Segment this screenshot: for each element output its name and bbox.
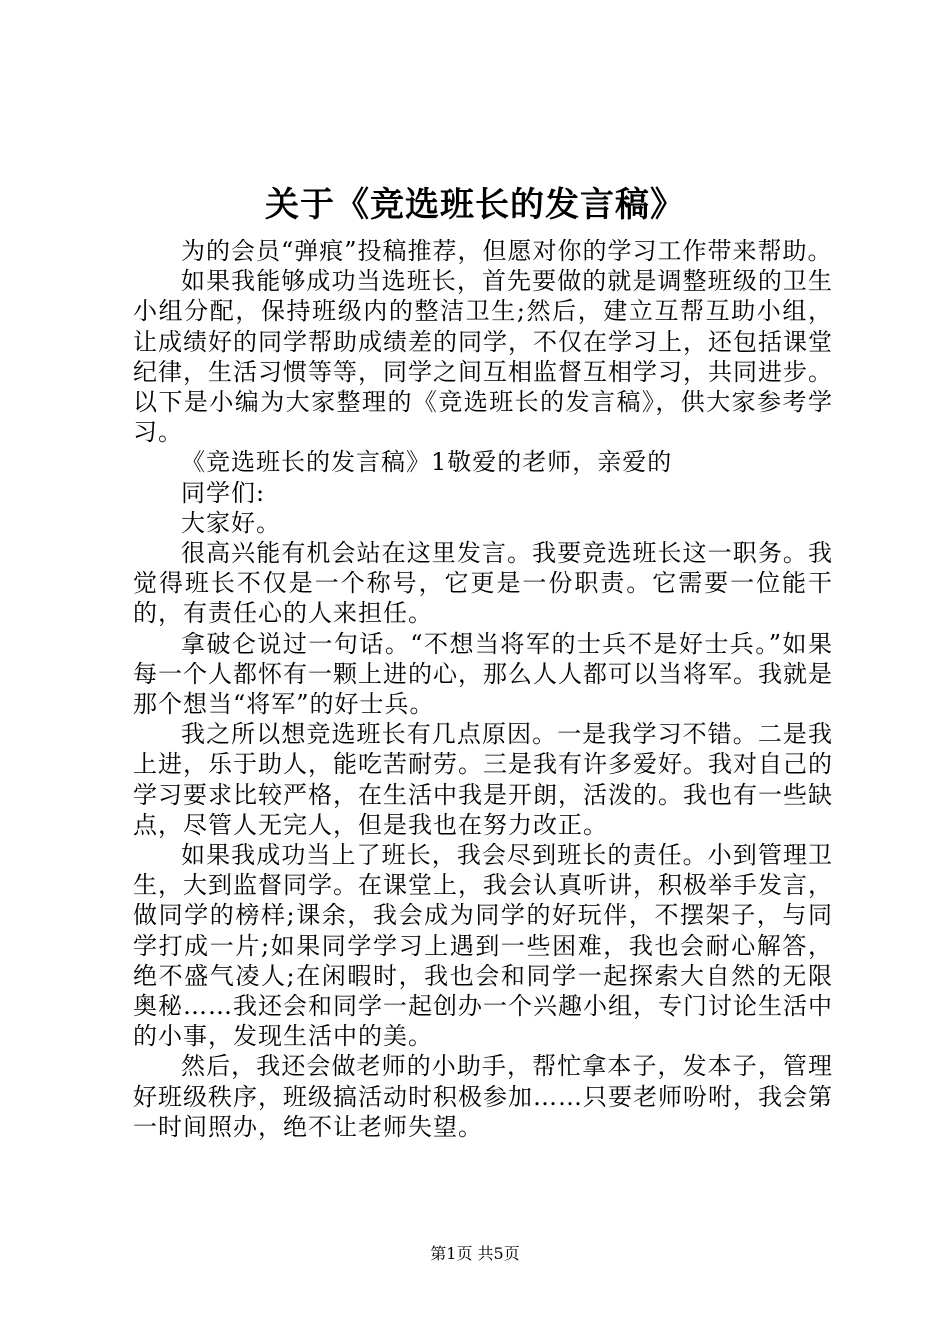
document-title: 关于《竞选班长的发言稿》: [265, 185, 685, 225]
paragraph-reasons: 我之所以想竞选班长有几点原因。一是我学习不错。二是我上进，乐于助人，能吃苦耐劳。三是我有许多爱好。我对自己的学习要求比较严格，在生活中我是开朗，活泼的。我也有一些缺点，尽管人无完人，但是我也在努力改正。: [133, 720, 833, 839]
paragraph-salutation: 同学们:: [181, 478, 266, 507]
paragraph-intro: 为的会员“弹痕”投稿推荐，但愿对你的学习工作带来帮助。: [181, 237, 833, 265]
paragraph-responsibilities: 如果我成功当上了班长，我会尽到班长的责任。小到管理卫生，大到监督同学。在课堂上，我会认真听讲，积极举手发言，做同学的榜样;课余，我会成为同学的好玩伴，不摆架子，与同学打成一片;如果同学学习上遇到一些困难，我也会耐心解答，绝不盛气凌人;在闲暇时，我也会和同学一起探索大自然的无限奥秘……我还会和同学一起创办一个兴趣小组，专门讨论生活中的小事，发现生活中的美。: [133, 841, 833, 1051]
paragraph-speech-heading: 《竞选班长的发言稿》1敬爱的老师，亲爱的: [181, 448, 673, 477]
document-body: [133, 236, 833, 1142]
page-number-footer: 第1页 共5页: [430, 1244, 520, 1263]
paragraph-greeting: 大家好。: [181, 508, 281, 537]
paragraph-summary: 如果我能够成功当选班长，首先要做的就是调整班级的卫生小组分配，保持班级内的整洁卫生;然后，建立互帮互助小组，让成绩好的同学帮助成绩差的同学，不仅在学习上，还包括课堂纪律，生活习惯等等，同学之间互相监督互相学习，共同进步。以下是小编为大家整理的《竞选班长的发言稿》，供大家参考学习。: [133, 267, 833, 447]
paragraph-napoleon-quote: 拿破仑说过一句话。“不想当将军的士兵不是好士兵。”如果每一个人都怀有一颗上进的心，那么人人都可以当将军。我就是那个想当“将军”的好士兵。: [133, 629, 833, 719]
paragraph-opening: 很高兴能有机会站在这里发言。我要竞选班长这一职务。我觉得班长不仅是一个称号，它更是一份职责。它需要一位能干的，有责任心的人来担任。: [133, 539, 833, 628]
paragraph-teacher-helper: 然后，我还会做老师的小助手，帮忙拿本子，发本子，管理好班级秩序，班级搞活动时积极参加……只要老师吩咐，我会第一时间照办，绝不让老师失望。: [133, 1052, 833, 1141]
